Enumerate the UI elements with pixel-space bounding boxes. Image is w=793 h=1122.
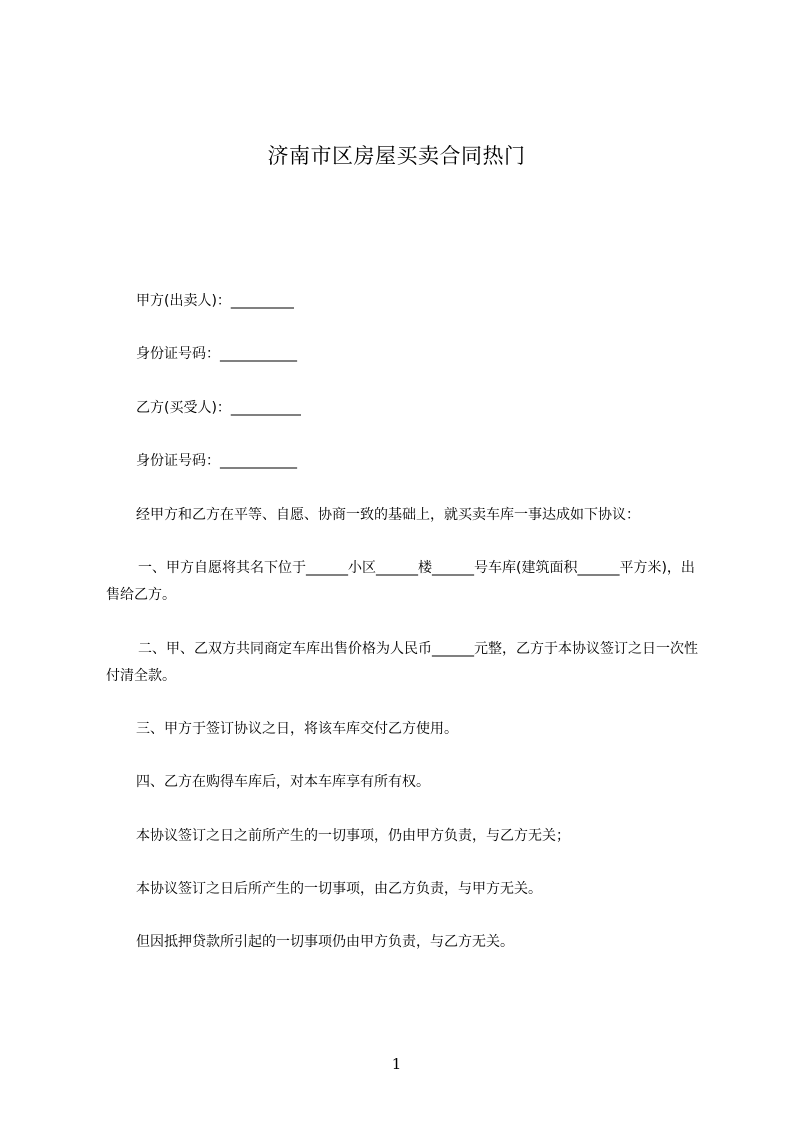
seller-field: 甲方(出卖人)：_________ [136, 293, 294, 309]
liability-before: 本协议签订之日之前所产生的一切事项，仍由甲方负责，与乙方无关； [136, 828, 570, 844]
page-number: 1 [391, 1055, 402, 1073]
clause-two: 二、甲、乙双方共同商定车库出售价格为人民币______元整，乙方于本协议签订之日一次性付清全款。 [106, 641, 698, 684]
liability-after: 本协议签订之日后所产生的一切事项，由乙方负责，与甲方无关。 [136, 881, 542, 897]
seller-id-field: 身份证号码：___________ [136, 346, 297, 362]
clause-three: 三、甲方于签订协议之日，将该车库交付乙方使用。 [136, 721, 458, 737]
document-title: 济南市区房屋买卖合同热门 [267, 144, 526, 168]
clause-one: 一、甲方自愿将其名下位于______小区______楼______号车库(建筑面积______平方米)，出售给乙方。 [106, 560, 695, 603]
clause-four: 四、乙方在购得车库后，对本车库享有所有权。 [136, 774, 430, 790]
mortgage-liability: 但因抵押贷款所引起的一切事项仍由甲方负责，与乙方无关。 [136, 934, 514, 950]
agreement-intro: 经甲方和乙方在平等、自愿、协商一致的基础上，就买卖车库一事达成如下协议： [136, 507, 640, 523]
buyer-field: 乙方(买受人)：__________ [136, 400, 301, 416]
buyer-id-field: 身份证号码：___________ [136, 453, 297, 469]
